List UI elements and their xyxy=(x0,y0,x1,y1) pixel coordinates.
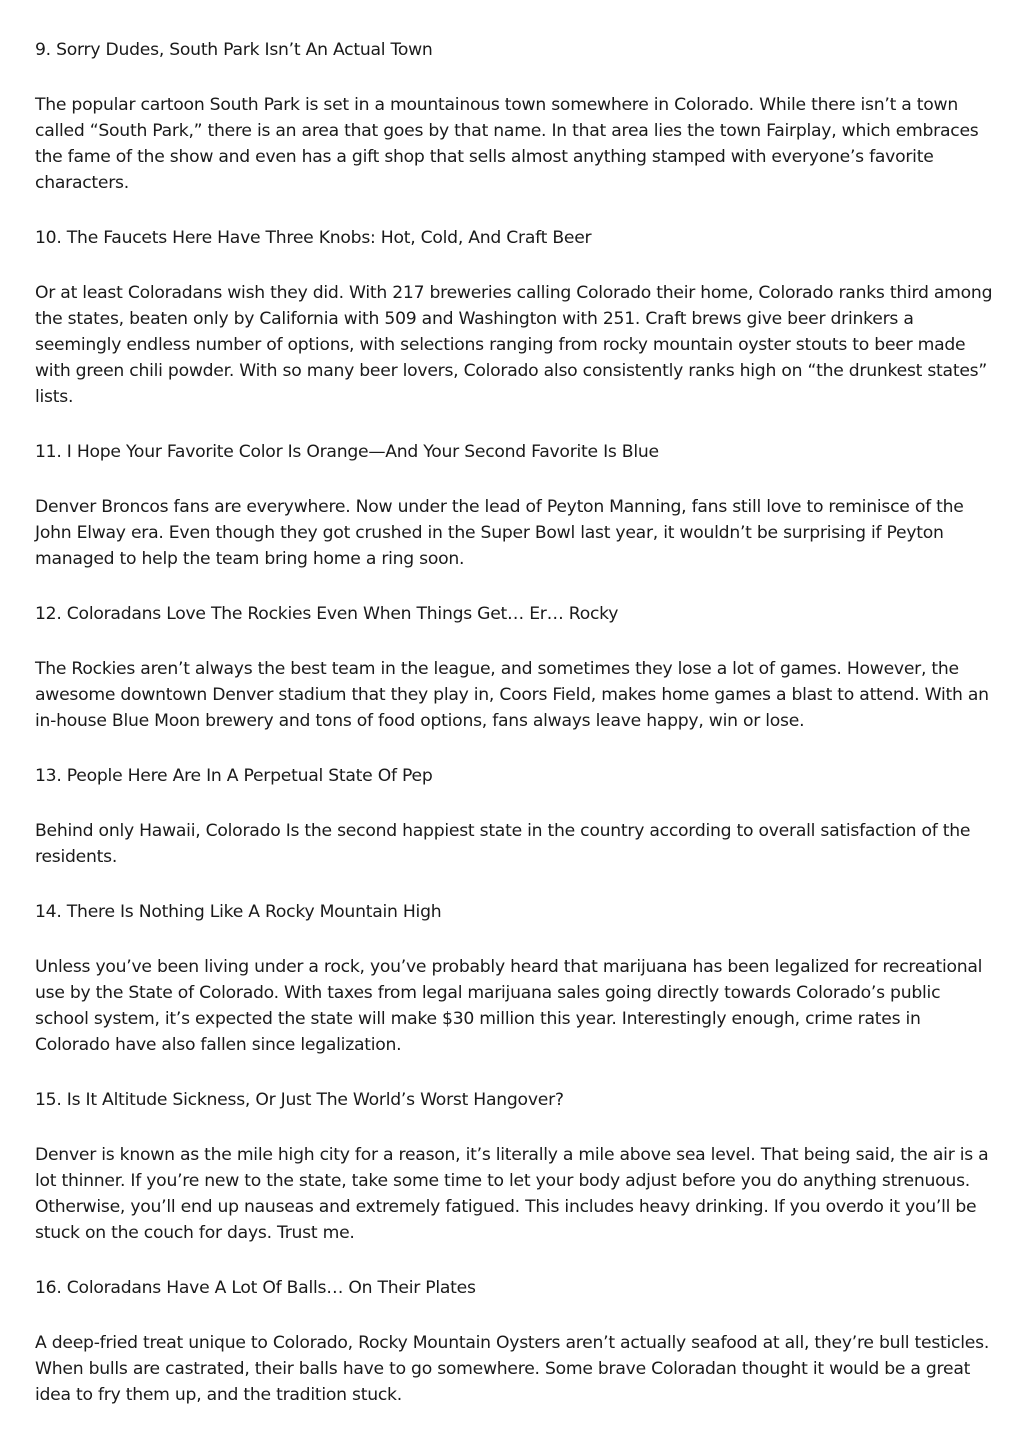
section-body-13: Behind only Hawaii, Colorado Is the second happiest state in the country according to overall satisfaction of the residents. xyxy=(35,821,971,867)
section-heading-10: 10. The Faucets Here Have Three Knobs: Hot, Cold, And Craft Beer xyxy=(35,228,592,248)
section-heading-9: 9. Sorry Dudes, South Park Isn’t An Actual Town xyxy=(35,40,433,60)
section-heading-12: 12. Coloradans Love The Rockies Even When Things Get… Er… Rocky xyxy=(35,604,619,624)
section-body-14: Unless you’ve been living under a rock, you’ve probably heard that marijuana has been legalized for recreational use by the State of Colorado. With taxes from legal marijuana sales going directly towards Colorado’s public school system, it’s expected the state will make $30 million this year. Interestingly enough, crime rates in Colorado have also fallen since legalization. xyxy=(35,957,983,1055)
section-heading-11: 11. I Hope Your Favorite Color Is Orange—And Your Second Favorite Is Blue xyxy=(35,442,659,462)
section-body-9: The popular cartoon South Park is set in a mountainous town somewhere in Colorado. While there isn’t a town called “South Park,” there is an area that goes by that name. In that area lies the town Fairplay, which embraces the fame of the show and even has a gift shop that sells almost anything stamped with everyone’s favorite characters. xyxy=(35,95,979,193)
section-heading-14: 14. There Is Nothing Like A Rocky Mountain High xyxy=(35,902,442,922)
section-body-15: Denver is known as the mile high city for a reason, it’s literally a mile above sea level. That being said, the air is a lot thinner. If you’re new to the state, take some time to let your body adjust before you do anything strenuous. Otherwise, you’ll end up nauseas and extremely fatigued. This includes heavy drinking. If you overdo it you’ll be stuck on the couch for days. Trust me. xyxy=(35,1145,989,1243)
section-body-16: A deep-fried treat unique to Colorado, Rocky Mountain Oysters aren’t actually seafood at all, they’re bull testicles. When bulls are castrated, their balls have to go somewhere. Some brave Coloradan thought it would be a great idea to fry them up, and the tradition stuck. xyxy=(35,1333,990,1405)
section-body-12: The Rockies aren’t always the best team in the league, and sometimes they lose a lot of games. However, the awesome downtown Denver stadium that they play in, Coors Field, makes home games a blast to attend. With an in-house Blue Moon brewery and tons of food options, fans always leave happy, win or lose. xyxy=(35,659,989,731)
section-body-11: Denver Broncos fans are everywhere. Now under the lead of Peyton Manning, fans still love to reminisce of the John Elway era. Even though they got crushed in the Super Bowl last year, it wouldn’t be surprising if Peyton managed to help the team bring home a ring soon. xyxy=(35,497,964,569)
section-heading-16: 16. Coloradans Have A Lot Of Balls… On Their Plates xyxy=(35,1278,476,1298)
section-body-10: Or at least Coloradans wish they did. With 217 breweries calling Colorado their home, Colorado ranks third among the states, beaten only by California with 509 and Washington with 251. Craft brews give beer drinkers a seemingly endless number of options, with selections ranging from rocky mountain oyster stouts to beer made with green chili powder. With so many beer lovers, Colorado also consistently ranks high on “the drunkest states” lists. xyxy=(35,283,993,407)
article-content xyxy=(35,0,995,1408)
section-heading-15: 15. Is It Altitude Sickness, Or Just The World’s Worst Hangover? xyxy=(35,1090,564,1110)
section-heading-13: 13. People Here Are In A Perpetual State Of Pep xyxy=(35,766,433,786)
